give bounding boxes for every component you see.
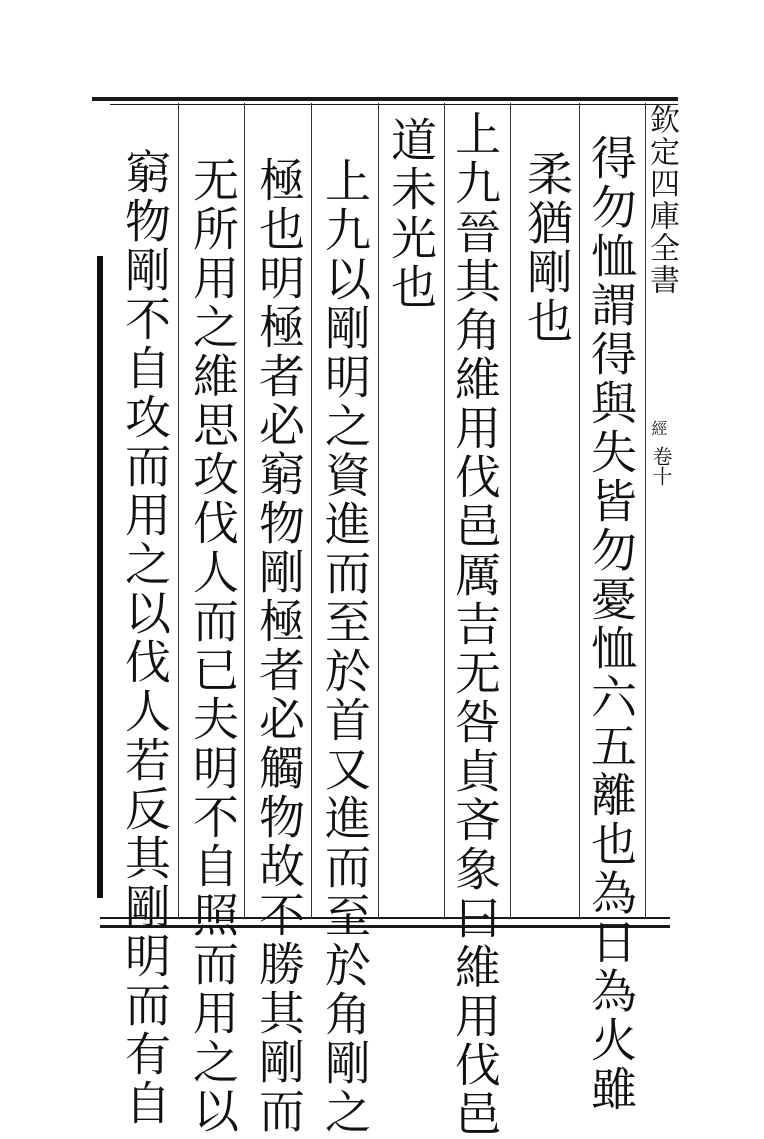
text-column-5: 上九以剛明之資進而至於首又進而至於角剛之 xyxy=(318,157,372,1137)
column-divider xyxy=(510,103,511,919)
book-section-margin: 經 xyxy=(649,420,668,437)
column-divider xyxy=(178,103,179,919)
text-column-4: 道未光也 xyxy=(384,116,438,312)
column-divider xyxy=(244,103,245,919)
volume-number-margin: 卷十 xyxy=(649,446,673,486)
column-divider xyxy=(311,103,312,919)
column-divider xyxy=(378,103,379,919)
book-title-margin: 欽定四庫全書 xyxy=(644,104,679,296)
text-column-3: 上九晉其角維用伐邑厲吉无咎貞吝象曰維用伐邑 xyxy=(448,110,502,1139)
top-frame-thin-rule xyxy=(110,104,678,105)
column-divider xyxy=(579,103,580,919)
text-column-8: 窮物剛不自攻而用之以伐人若反其剛明而有自 xyxy=(118,148,172,1128)
text-column-6: 極也明極者必窮物剛極者必觸物故不勝其剛而 xyxy=(252,156,306,1136)
text-column-2: 柔猶剛也 xyxy=(520,150,574,346)
column-divider xyxy=(444,103,445,919)
text-column-7: 无所用之維思攻伐人而已夫明不自照而用之以 xyxy=(186,156,240,1136)
binding-edge-bar xyxy=(97,256,103,898)
top-frame-rule xyxy=(92,97,678,101)
text-column-1: 得勿恤謂得與失皆勿憂恤六五離也為日為火雖 xyxy=(584,134,638,1114)
